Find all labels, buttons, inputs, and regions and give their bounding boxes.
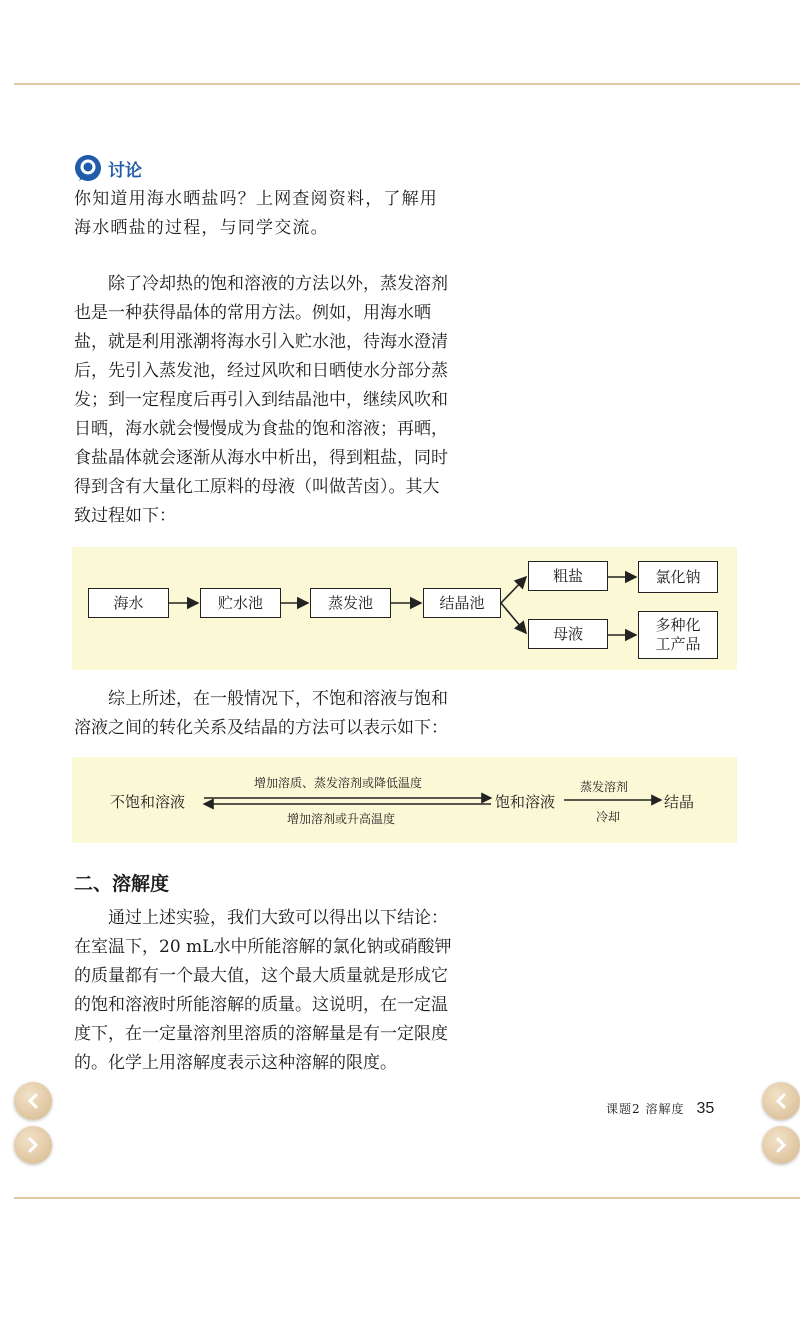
- discussion-title: 讨论: [108, 160, 142, 181]
- chevron-right-icon: [772, 1136, 790, 1154]
- arrow-crystallization-crude-salt: [501, 577, 526, 603]
- chevron-left-icon: [24, 1092, 42, 1110]
- flow-mother-liquor: 母液: [528, 619, 608, 649]
- main-paragraph: 除了冷却热的饱和溶液的方法以外，蒸发溶剂 也是一种获得晶体的常用方法。例如，用海水晒 盐，就是利用涨潮将海水引入贮水池，待海水澄清 后，先引入蒸发池，经过风吹和日晒使水分部分蒸 发；到一定程度后再引入到结晶池中，继续风吹和 日晒，海水就会慢慢成为食盐的饱和溶液；再晒， 食盐晶体就会逐渐从海水中析出，得到粗盐，同时 得到含有大量化工原料的母液（叫做苦卤）。其大 致过程如下：: [74, 274, 448, 526]
- flow-crystallization-pool: 结晶池: [423, 588, 501, 618]
- saturated-solution: 饱和溶液: [495, 793, 556, 811]
- page-footer: [606, 1100, 714, 1118]
- top-rule: [14, 83, 800, 85]
- section-title: 二、溶解度: [74, 873, 170, 895]
- condition-to-saturated: 增加溶质、蒸发溶剂或降低温度: [254, 776, 423, 790]
- discussion-text: 你知道用海水晒盐吗？上网查阅资料，了解用 海水晒盐的过程，与同学交流。: [74, 189, 438, 238]
- salt-process-diagram: [72, 547, 737, 670]
- flow-seawater: 海水: [88, 588, 169, 618]
- chapter-label: 课题2 溶解度: [606, 1102, 685, 1116]
- unsaturated-solution: 不饱和溶液: [110, 793, 186, 811]
- flow-storage-pool: 贮水池: [200, 588, 281, 618]
- flow-crude-salt: 粗盐: [528, 561, 608, 591]
- crystal: 结晶: [664, 793, 695, 811]
- discussion-icon: [73, 153, 103, 183]
- flow-chemical-products: 多种化 工产品: [638, 611, 718, 659]
- next-page-button-left[interactable]: [14, 1126, 52, 1164]
- prev-page-button-right[interactable]: [762, 1082, 800, 1120]
- next-page-button-right[interactable]: [762, 1126, 800, 1164]
- page-number: 35: [696, 1100, 715, 1117]
- solution-conversion-diagram: [72, 757, 737, 843]
- method-cool: 冷却: [596, 810, 621, 824]
- solubility-paragraph: 通过上述实验，我们大致可以得出以下结论： 在室温下，20 mL水中所能溶解的氯化钠或硝酸钾 的质量都有一个最大值，这个最大质量就是形成它 的饱和溶液时所能溶解的质量。这说明，在一定温 度下，在一定量溶剂里溶质的溶解量是有一定限度 的。化学上用溶解度表示这种溶解的限度。: [74, 908, 452, 1073]
- flow-evaporation-pool: 蒸发池: [310, 588, 391, 618]
- prev-page-button-left[interactable]: [14, 1082, 52, 1120]
- arrow-crystallization-mother-liquor: [501, 603, 526, 633]
- chevron-left-icon: [772, 1092, 790, 1110]
- discussion-header: [73, 153, 142, 183]
- bottom-rule: [14, 1197, 800, 1199]
- summary-paragraph: 综上所述，在一般情况下，不饱和溶液与饱和 溶液之间的转化关系及结晶的方法可以表示如下：: [74, 689, 448, 738]
- condition-to-unsaturated: 增加溶剂或升高温度: [287, 812, 396, 826]
- chevron-right-icon: [24, 1136, 42, 1154]
- method-evaporate: 蒸发溶剂: [580, 780, 629, 794]
- flow-sodium-chloride: 氯化钠: [638, 561, 718, 593]
